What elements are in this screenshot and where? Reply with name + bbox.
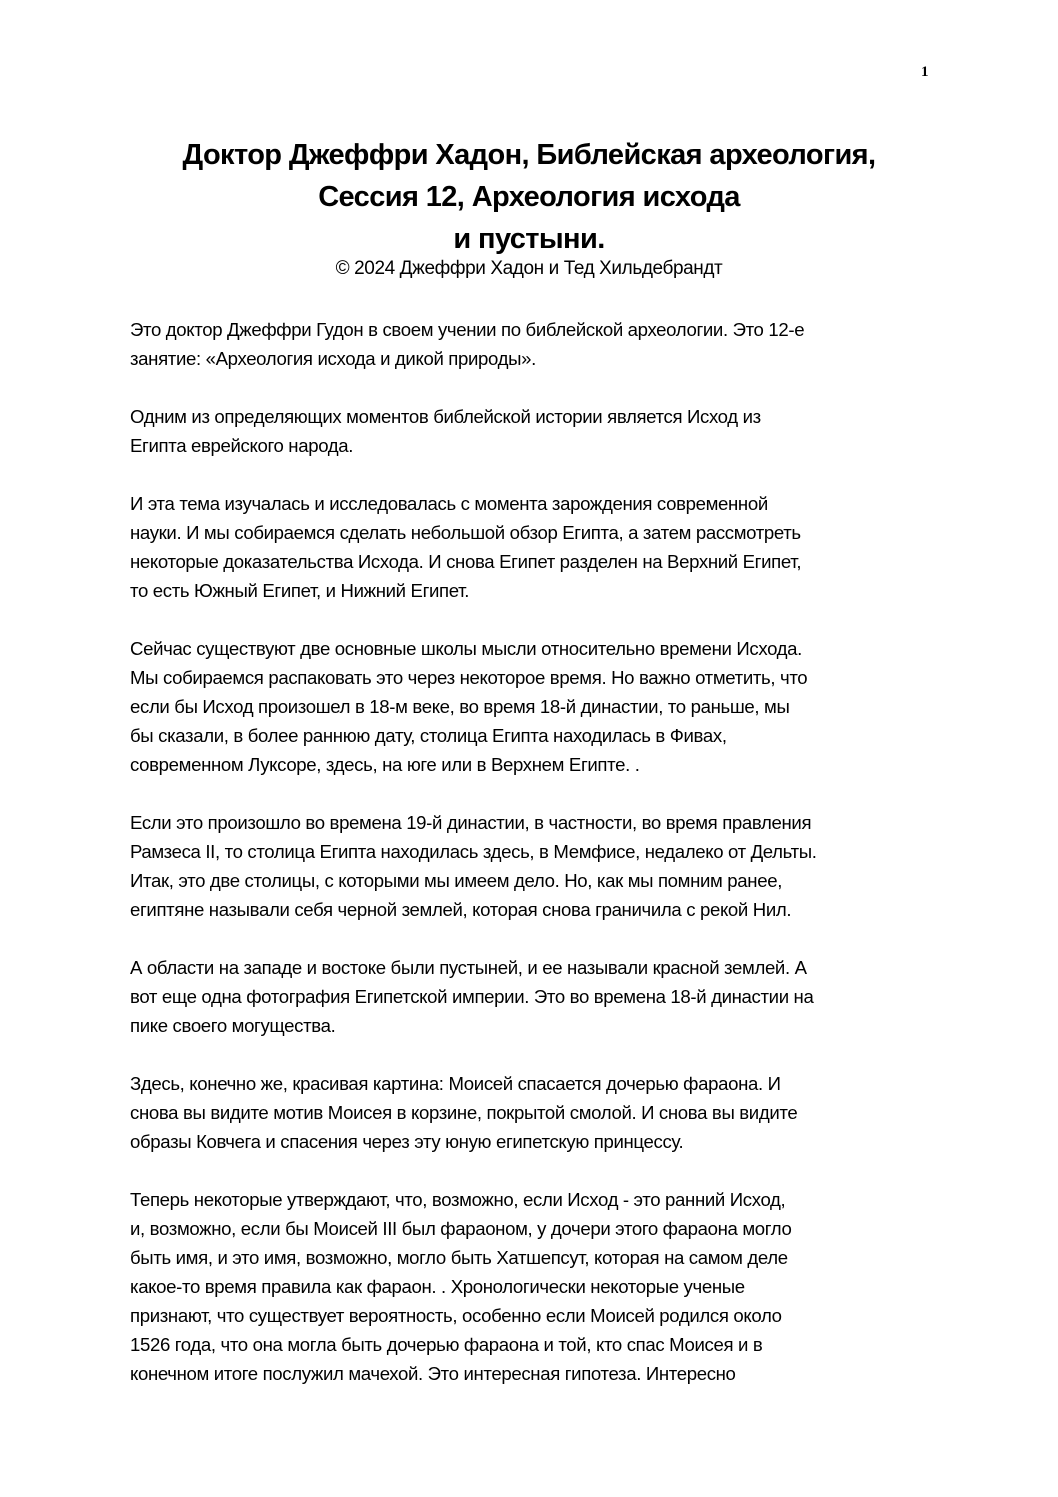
text-line: пике своего могущества.: [130, 1015, 336, 1036]
text-line: Мы собираемся распаковать это через некоторое время. Но важно отметить, что: [130, 667, 808, 688]
text-line: некоторые доказательства Исхода. И снова Египет разделен на Верхний Египет,: [130, 551, 802, 572]
text-line: Сейчас существуют две основные школы мысли относительно времени Исхода.: [130, 638, 802, 659]
text-line: признают, что существует вероятность, особенно если Моисей родился около: [130, 1305, 782, 1326]
paragraph: [130, 489, 817, 605]
text-line: И эта тема изучалась и исследовалась с момента зарождения современной: [130, 493, 768, 514]
text-line: Итак, это две столицы, с которыми мы имеем дело. Но, как мы помним ранее,: [130, 870, 783, 891]
copyright-line: © 2024 Джеффри Хадон и Тед Хильдебрандт: [335, 258, 723, 279]
text-line: Это доктор Джеффри Гудон в своем учении по библейской археологии. Это 12-е: [130, 319, 805, 340]
text-line: вот еще одна фотография Египетской империи. Это во времена 18-й династии на: [130, 986, 814, 1007]
paragraph: [130, 402, 817, 460]
page-number: 1: [921, 64, 929, 80]
text-line: снова вы видите мотив Моисея в корзине, покрытой смолой. И снова вы видите: [130, 1102, 798, 1123]
text-line: образы Ковчега и спасения через эту юную египетскую принцессу.: [130, 1131, 684, 1152]
text-line: если бы Исход произошел в 18-м веке, во время 18-й династии, то раньше, мы: [130, 696, 790, 717]
text-line: быть имя, и это имя, возможно, могло быть Хатшепсут, которая на самом деле: [130, 1247, 788, 1268]
paragraph: [130, 953, 817, 1040]
text-line: Одним из определяющих моментов библейской истории является Исход из: [130, 406, 761, 427]
document-body: [130, 315, 817, 1417]
title-line: Сессия 12, Археология исхода: [318, 181, 740, 213]
paragraph: [130, 634, 817, 779]
text-line: Здесь, конечно же, красивая картина: Моисей спасается дочерью фараона. И: [130, 1073, 781, 1094]
paragraph: [130, 1185, 817, 1388]
text-line: Рамзеса II, то столица Египта находилась здесь, в Мемфисе, недалеко от Дельты.: [130, 841, 817, 862]
text-line: конечном итоге послужил мачехой. Это интересная гипотеза. Интересно: [130, 1363, 736, 1384]
text-line: занятие: «Археология исхода и дикой природы».: [130, 348, 536, 369]
title-line: Доктор Джеффри Хадон, Библейская археология,: [182, 139, 876, 171]
text-line: и, возможно, если бы Моисей III был фараоном, у дочери этого фараона могло: [130, 1218, 792, 1239]
text-line: Если это произошло во времена 19-й династии, в частности, во время правления: [130, 812, 812, 833]
text-line: бы сказали, в более раннюю дату, столица Египта находилась в Фивах,: [130, 725, 727, 746]
document-title: [0, 134, 1058, 260]
text-line: 1526 года, что она могла быть дочерью фараона и той, кто спас Моисея и в: [130, 1334, 763, 1355]
title-line: и пустыни.: [453, 223, 605, 255]
paragraph: [130, 315, 817, 373]
paragraph: [130, 1069, 817, 1156]
text-line: науки. И мы собираемся сделать небольшой обзор Египта, а затем рассмотреть: [130, 522, 801, 543]
paragraph: [130, 808, 817, 924]
text-line: какое-то время правила как фараон. . Хронологически некоторые ученые: [130, 1276, 745, 1297]
text-line: то есть Южный Египет, и Нижний Египет.: [130, 580, 470, 601]
text-line: Египта еврейского народа.: [130, 435, 354, 456]
text-line: современном Луксоре, здесь, на юге или в Верхнем Египте. .: [130, 754, 640, 775]
text-line: египтяне называли себя черной землей, которая снова граничила с рекой Нил.: [130, 899, 792, 920]
text-line: А области на западе и востоке были пустыней, и ее называли красной землей. А: [130, 957, 807, 978]
text-line: Теперь некоторые утверждают, что, возможно, если Исход - это ранний Исход,: [130, 1189, 786, 1210]
